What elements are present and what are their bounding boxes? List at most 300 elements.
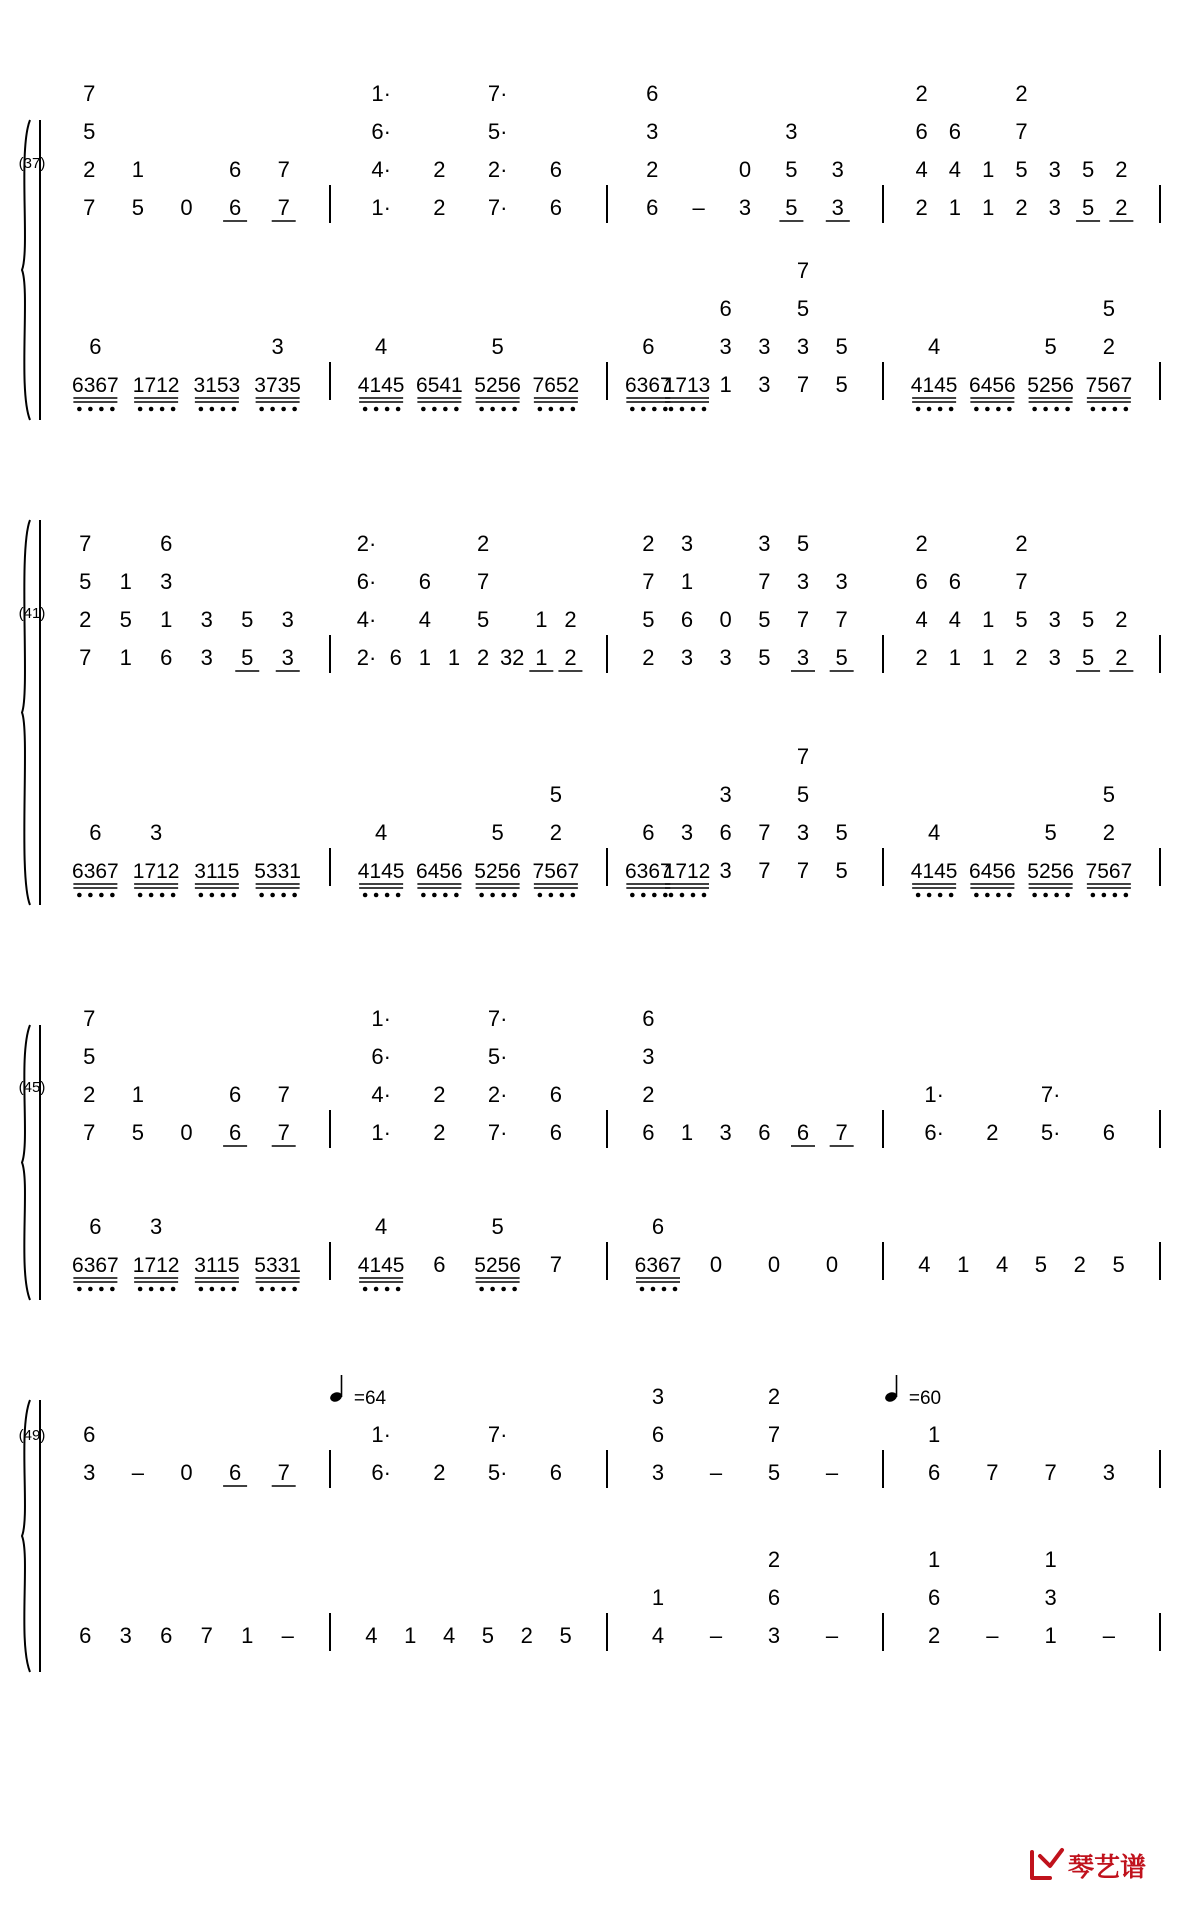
lower-note — [768, 1252, 780, 1277]
note-digit: 7 — [767, 1422, 781, 1447]
note-digit: 7 — [79, 645, 92, 670]
note-group: 1712 — [132, 860, 180, 883]
octave-dot — [259, 1287, 264, 1292]
lower-note — [768, 1547, 780, 1648]
octave-dot — [199, 1287, 204, 1292]
lower-note — [474, 820, 521, 897]
upper-note — [272, 1082, 296, 1146]
lower-note — [918, 1252, 930, 1277]
note-digit: 6 — [160, 645, 173, 670]
octave-dot — [292, 407, 297, 412]
note-digit: 5 — [119, 607, 132, 632]
octave-dot — [549, 407, 554, 412]
lower-note — [358, 1214, 405, 1291]
logo-mark-icon — [1032, 1850, 1062, 1878]
octave-dot — [1113, 893, 1118, 898]
note-digit: 5 — [642, 607, 655, 632]
note-digit: 2 — [1102, 820, 1115, 845]
score-layer — [19, 81, 1160, 1672]
octave-dot — [512, 893, 517, 898]
note-digit: – — [1102, 1623, 1115, 1648]
octave-dot — [479, 407, 484, 412]
note-digit: 3 — [150, 1214, 163, 1239]
upper-note — [235, 607, 259, 671]
upper-note — [928, 1422, 940, 1485]
note-digit: 7 — [83, 195, 96, 220]
octave-dot — [210, 893, 215, 898]
lower-note — [720, 296, 732, 397]
note-digit: 5· — [487, 1460, 508, 1485]
note-digit: 4 — [442, 1623, 456, 1648]
octave-dot — [210, 407, 215, 412]
octave-dot — [549, 893, 554, 898]
note-digit: 3 — [1048, 645, 1061, 670]
note-digit: 1 — [131, 1082, 145, 1107]
note-digit: 1 — [1044, 1547, 1057, 1572]
upper-note — [924, 1082, 944, 1145]
note-digit: 0 — [709, 1252, 723, 1277]
note-group: 6367 — [624, 860, 672, 883]
note-digit: 5 — [1015, 607, 1028, 632]
note-digit: 6 — [767, 1585, 781, 1610]
upper-note — [1049, 157, 1061, 220]
octave-dot — [160, 893, 165, 898]
lower-note — [1074, 1252, 1086, 1277]
lower-note — [521, 1623, 533, 1648]
lower-note — [201, 1623, 213, 1648]
octave-dot — [149, 407, 154, 412]
note-digit: 3 — [646, 119, 659, 144]
upper-note — [433, 1460, 445, 1485]
note-digit: 6 — [928, 1585, 941, 1610]
lower-note — [416, 374, 463, 411]
upper-note — [180, 1460, 192, 1485]
lower-note — [416, 860, 463, 897]
note-digit: 1 — [131, 157, 145, 182]
note-digit: 1 — [982, 157, 995, 182]
upper-note — [916, 81, 928, 220]
upper-note — [83, 1006, 95, 1145]
note-digit: 7 — [277, 1082, 290, 1107]
note-digit: 7 — [83, 81, 96, 106]
note-digit: 3 — [796, 569, 810, 594]
upper-note — [826, 1460, 839, 1485]
octave-dot — [490, 407, 495, 412]
note-digit: 5 — [796, 531, 810, 556]
octave-dot — [99, 1287, 104, 1292]
octave-dot — [232, 1287, 237, 1292]
lower-note — [133, 374, 180, 411]
note-digit: 2 — [915, 81, 928, 106]
tempo-value: =60 — [908, 1388, 942, 1409]
note-digit: 2 — [642, 645, 655, 670]
upper-note — [642, 531, 654, 670]
octave-dot — [396, 893, 401, 898]
note-digit: 3 — [758, 334, 771, 359]
note-digit: 7· — [487, 195, 508, 220]
lower-note — [911, 334, 958, 411]
system-brace — [22, 520, 30, 905]
note-digit: 6 — [758, 1120, 771, 1145]
measure-number: (45) — [18, 1079, 46, 1096]
note-digit: 1 — [418, 645, 431, 670]
note-digit: 1· — [371, 1422, 391, 1447]
note-group: 1713 — [663, 374, 711, 397]
octave-dot — [1054, 407, 1059, 412]
note-digit: 3 — [831, 157, 844, 182]
note-digit: 3 — [1044, 1585, 1057, 1610]
staff-system — [19, 520, 1160, 905]
upper-note — [160, 531, 172, 670]
octave-dot — [149, 1287, 154, 1292]
note-group: 4145 — [357, 860, 405, 883]
note-group: 4145 — [910, 374, 958, 397]
octave-dot — [501, 893, 506, 898]
octave-dot — [432, 407, 437, 412]
note-digit: 2· — [356, 531, 377, 556]
note-digit: 6 — [228, 157, 242, 182]
note-digit: 3 — [281, 645, 294, 670]
note-digit: 6 — [160, 1623, 173, 1648]
note-digit: 3 — [200, 645, 213, 670]
note-digit: 2 — [1073, 1252, 1086, 1277]
note-digit: 6 — [642, 334, 655, 359]
octave-dot — [479, 1287, 484, 1292]
note-digit: 1· — [371, 1120, 391, 1145]
octave-dot — [651, 1287, 656, 1292]
note-digit: 1 — [719, 372, 732, 397]
lower-note — [957, 1252, 969, 1277]
octave-dot — [571, 407, 576, 412]
note-group: 1712 — [132, 1254, 180, 1277]
octave-dot — [88, 1287, 93, 1292]
note-digit: 5· — [487, 1044, 508, 1069]
upper-note — [916, 531, 928, 670]
note-digit: 2 — [564, 607, 577, 632]
lower-note — [758, 820, 770, 883]
note-digit: 5 — [1015, 157, 1028, 182]
note-digit: 3 — [281, 607, 294, 632]
upper-note — [1109, 157, 1133, 221]
note-digit: 6 — [79, 1623, 92, 1648]
octave-dot — [673, 1287, 678, 1292]
upper-note — [642, 1006, 654, 1145]
note-digit: 5 — [241, 645, 254, 670]
note-digit: 4 — [918, 1252, 931, 1277]
upper-note — [1041, 1082, 1061, 1145]
note-digit: – — [986, 1623, 999, 1648]
octave-dot — [454, 893, 459, 898]
note-group: 6367 — [72, 374, 119, 397]
octave-dot — [663, 893, 668, 898]
octave-dot — [916, 407, 921, 412]
note-digit: 0 — [180, 1460, 193, 1485]
upper-note — [488, 81, 508, 220]
staff-system — [19, 1375, 1160, 1672]
octave-dot — [1032, 893, 1037, 898]
octave-dot — [138, 893, 143, 898]
octave-dot — [292, 1287, 297, 1292]
note-digit: 1 — [241, 1623, 254, 1648]
note-digit: 2 — [915, 645, 928, 670]
octave-dot — [949, 893, 954, 898]
measure-number: (37) — [18, 155, 46, 172]
note-digit: 4 — [365, 1623, 378, 1648]
octave-dot — [985, 893, 990, 898]
octave-dot — [1007, 893, 1012, 898]
octave-dot — [374, 893, 379, 898]
lower-note — [1086, 782, 1133, 897]
note-digit: 2 — [1115, 195, 1128, 220]
note-digit: 5 — [796, 782, 810, 807]
note-digit: 2 — [1015, 195, 1028, 220]
note-digit: 5 — [1102, 296, 1115, 321]
octave-dot — [985, 407, 990, 412]
upper-note — [433, 157, 445, 220]
lower-note — [1027, 820, 1074, 897]
note-group: 5256 — [1027, 374, 1074, 397]
note-digit: 2 — [915, 531, 928, 556]
lower-note — [986, 1623, 999, 1648]
note-group: 3115 — [194, 1254, 240, 1277]
note-digit: 1 — [928, 1547, 941, 1572]
note-digit: 7 — [758, 858, 771, 883]
note-group: 6456 — [416, 860, 463, 883]
octave-dot — [221, 893, 226, 898]
lower-note — [482, 1623, 494, 1648]
note-digit: 7 — [1015, 569, 1028, 594]
note-digit: 3 — [758, 372, 771, 397]
octave-dot — [938, 407, 943, 412]
note-digit: 6 — [549, 1120, 562, 1145]
upper-note — [371, 1006, 391, 1145]
lower-note — [533, 374, 580, 411]
note-digit: 6 — [83, 1422, 96, 1447]
lower-note — [358, 334, 405, 411]
note-digit: 6 — [642, 1120, 655, 1145]
note-digit: 6 — [651, 1422, 665, 1447]
note-digit: 2 — [476, 645, 490, 670]
upper-note — [390, 645, 402, 670]
note-digit: 2 — [986, 1120, 999, 1145]
note-digit: 2 — [1015, 645, 1028, 670]
note-digit: 7 — [835, 607, 848, 632]
octave-dot — [512, 407, 517, 412]
note-digit: 0 — [825, 1252, 839, 1277]
octave-dot — [88, 893, 93, 898]
octave-dot — [490, 893, 495, 898]
octave-dot — [1054, 893, 1059, 898]
note-digit: 5 — [835, 372, 848, 397]
note-digit: 2 — [1115, 645, 1128, 670]
lower-note — [533, 782, 580, 897]
octave-dot — [974, 893, 979, 898]
octave-dot — [443, 893, 448, 898]
upper-note — [1015, 81, 1027, 220]
note-digit: 3 — [785, 119, 798, 144]
note-digit: 6 — [89, 1214, 102, 1239]
octave-dot — [702, 893, 707, 898]
note-digit: 5 — [491, 334, 504, 359]
octave-dot — [292, 893, 297, 898]
upper-note — [276, 607, 300, 671]
note-digit: 5 — [767, 1460, 781, 1485]
note-digit: 1 — [948, 645, 962, 670]
upper-note — [550, 1460, 562, 1485]
note-digit: 6 — [433, 1252, 446, 1277]
upper-note — [419, 569, 431, 670]
note-digit: 5· — [1040, 1120, 1061, 1145]
note-digit: 5 — [1044, 820, 1057, 845]
lower-note — [1103, 1623, 1116, 1648]
octave-dot — [385, 893, 390, 898]
octave-dot — [1007, 407, 1012, 412]
note-digit: 4· — [356, 607, 377, 632]
upper-note — [132, 157, 144, 220]
note-group: 1712 — [132, 374, 180, 397]
note-digit: 3 — [719, 782, 732, 807]
upper-note — [982, 157, 994, 220]
note-digit: 5 — [1081, 157, 1095, 182]
upper-note — [272, 157, 296, 221]
lower-note — [72, 1214, 119, 1291]
note-digit: 7 — [83, 1120, 96, 1145]
measure-number: (41) — [18, 605, 46, 622]
note-digit: 5 — [1081, 645, 1095, 670]
octave-dot — [1124, 893, 1129, 898]
note-digit: 4 — [418, 607, 431, 632]
octave-dot — [501, 1287, 506, 1292]
lower-note — [254, 860, 301, 897]
octave-dot — [149, 893, 154, 898]
note-digit: 5 — [758, 607, 771, 632]
octave-dot — [110, 893, 115, 898]
octave-dot — [538, 893, 543, 898]
lower-note — [133, 820, 180, 897]
octave-dot — [630, 893, 635, 898]
note-digit: 0 — [719, 607, 732, 632]
upper-note — [1076, 157, 1100, 221]
upper-note — [982, 607, 994, 670]
upper-note — [949, 119, 961, 220]
note-digit: 6 — [915, 119, 928, 144]
note-digit: 7 — [642, 569, 655, 594]
upper-note — [949, 569, 961, 670]
octave-dot — [1065, 407, 1070, 412]
note-digit: 3 — [150, 820, 163, 845]
upper-note — [710, 1460, 723, 1485]
note-digit: 3 — [680, 645, 694, 670]
note-digit: 0 — [738, 157, 752, 182]
lower-note — [133, 1214, 180, 1291]
octave-dot — [640, 1287, 645, 1292]
octave-dot — [270, 893, 275, 898]
note-digit: 3 — [738, 195, 752, 220]
note-group: 6367 — [634, 1254, 682, 1277]
note-digit: 6 — [418, 569, 431, 594]
upper-note — [986, 1120, 998, 1145]
lower-note — [710, 1252, 722, 1277]
octave-dot — [641, 407, 646, 412]
octave-dot — [110, 407, 115, 412]
octave-dot — [221, 1287, 226, 1292]
octave-dot — [270, 1287, 275, 1292]
upper-note — [646, 81, 658, 220]
note-digit: 2 — [928, 1623, 941, 1648]
upper-note — [477, 531, 489, 670]
note-digit: 6 — [719, 820, 732, 845]
octave-dot — [171, 1287, 176, 1292]
note-digit: 5 — [83, 1044, 96, 1069]
octave-dot — [669, 893, 674, 898]
note-digit: 7· — [487, 1006, 508, 1031]
octave-dot — [110, 1287, 115, 1292]
note-digit: 1 — [447, 645, 461, 670]
upper-note — [1109, 607, 1133, 671]
note-digit: 6· — [371, 1044, 391, 1069]
note-group: 7567 — [1085, 374, 1133, 397]
note-digit: 5 — [1034, 1252, 1048, 1277]
octave-dot — [680, 407, 685, 412]
note-digit: 3 — [719, 858, 732, 883]
note-digit: 4 — [948, 607, 962, 632]
note-digit: 5 — [476, 607, 490, 632]
note-digit: 7· — [487, 81, 508, 106]
note-group: 6456 — [969, 374, 1016, 397]
upper-note — [791, 531, 815, 671]
octave-dot — [396, 407, 401, 412]
note-digit: 0 — [180, 1120, 193, 1145]
note-digit: 2 — [767, 1547, 781, 1572]
octave-dot — [421, 407, 426, 412]
note-digit: 5 — [785, 157, 798, 182]
octave-dot — [938, 893, 943, 898]
note-digit: 5 — [83, 119, 96, 144]
octave-dot — [77, 407, 82, 412]
note-digit: 3 — [119, 1623, 132, 1648]
octave-dot — [663, 407, 668, 412]
lower-note — [664, 820, 711, 897]
note-digit: 6 — [642, 820, 655, 845]
lower-note — [1086, 296, 1133, 411]
lower-note — [254, 334, 301, 411]
octave-dot — [281, 407, 286, 412]
octave-dot — [221, 407, 226, 412]
note-digit: 6 — [549, 1082, 562, 1107]
octave-dot — [363, 1287, 368, 1292]
note-group: 4145 — [357, 1254, 405, 1277]
note-group: 5331 — [254, 1254, 301, 1277]
note-digit: 6 — [228, 1460, 242, 1485]
upper-note — [120, 569, 132, 670]
note-digit: 2 — [642, 531, 655, 556]
upper-note — [83, 1422, 95, 1485]
octave-dot — [454, 407, 459, 412]
note-digit: 3 — [200, 607, 213, 632]
note-digit: 7 — [758, 569, 771, 594]
note-digit: 4 — [375, 1214, 388, 1239]
octave-dot — [160, 407, 165, 412]
upper-note — [1103, 1460, 1115, 1485]
lower-note — [625, 820, 672, 897]
note-digit: 7 — [796, 372, 810, 397]
note-digit: 3 — [1048, 157, 1061, 182]
upper-note — [1045, 1460, 1057, 1485]
upper-note — [830, 1120, 854, 1146]
note-digit: 6 — [642, 1006, 655, 1031]
note-group: 5256 — [1027, 860, 1074, 883]
upper-note — [223, 1082, 247, 1146]
